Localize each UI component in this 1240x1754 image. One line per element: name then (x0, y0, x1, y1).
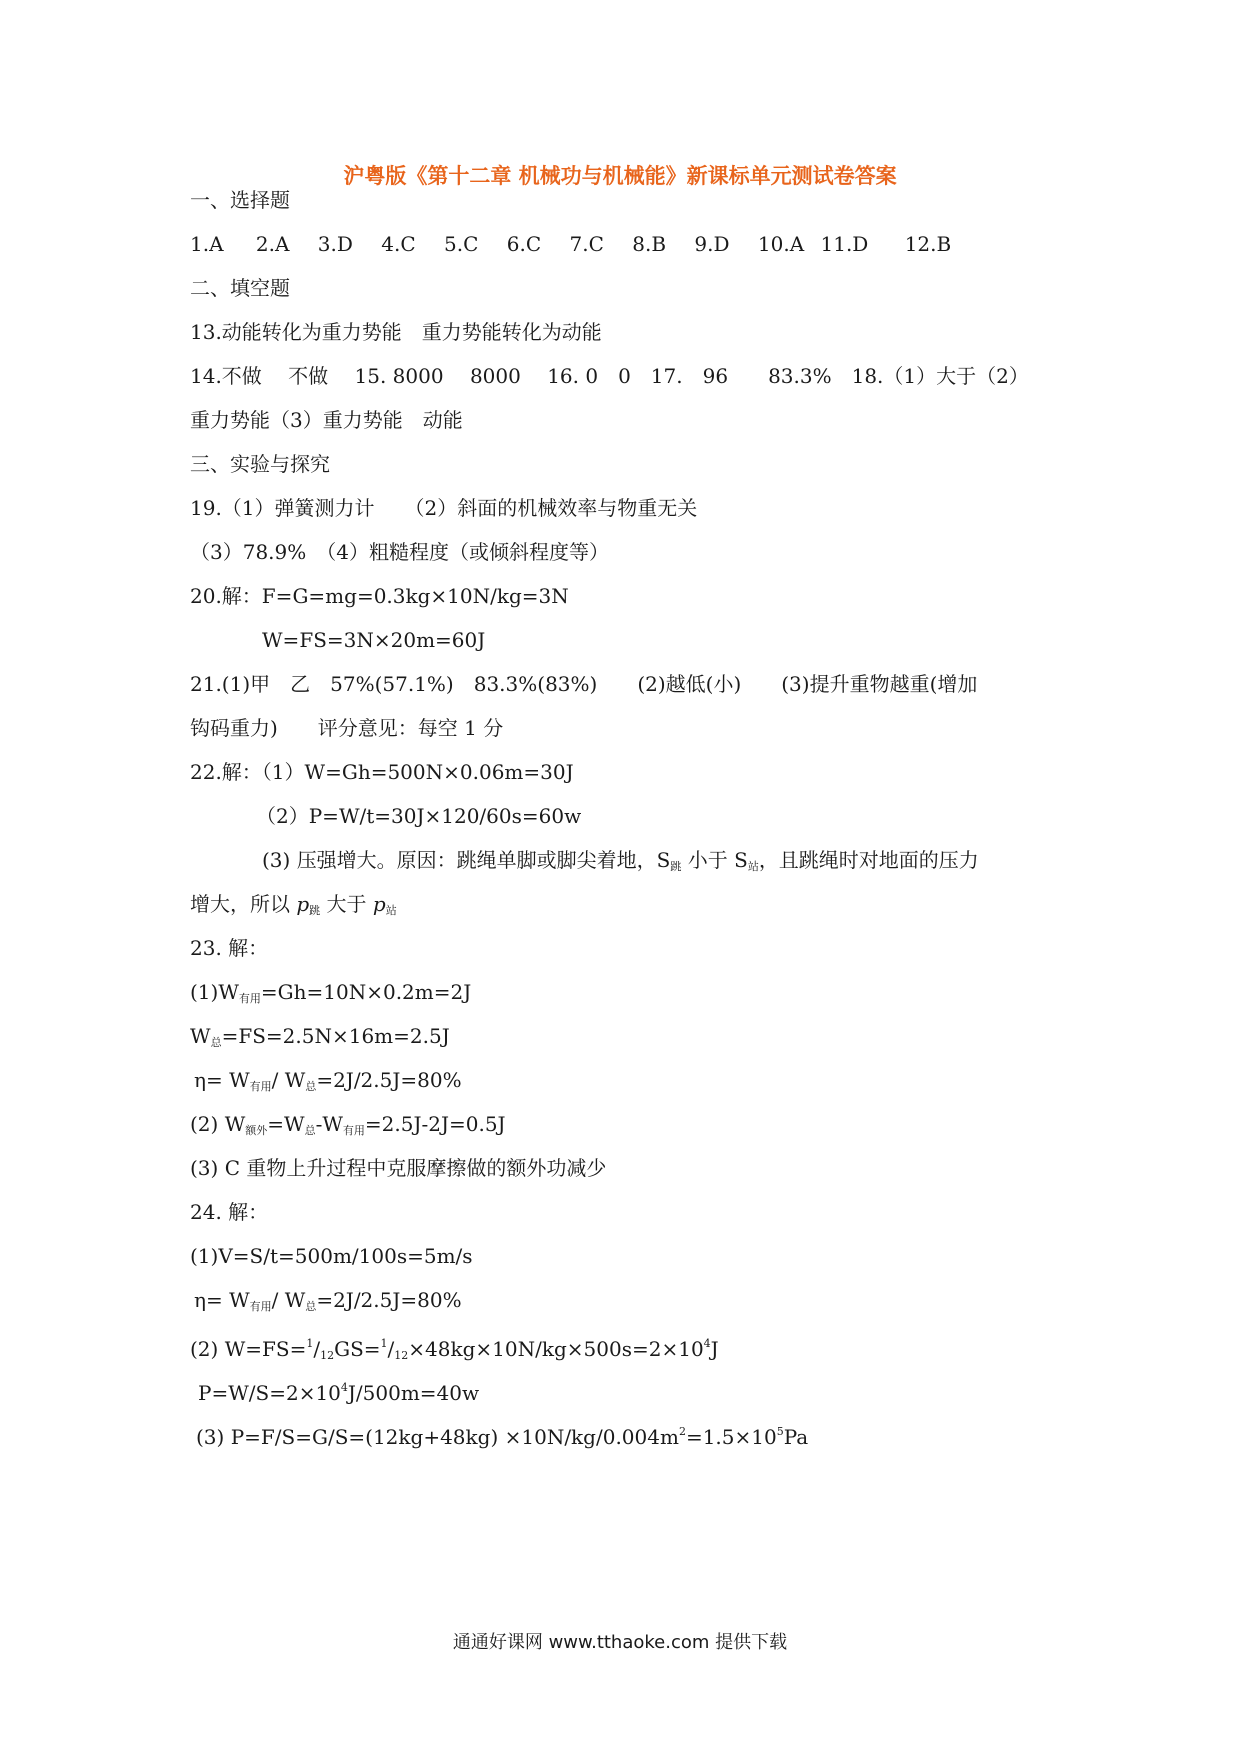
answer-q24-line1: (1)V=S/t=500m/100s=5m/s (190, 1244, 473, 1268)
answer-q21-line1: 21.(1)甲 乙 57%(57.1%) 83.3%(83%) (2)越低(小) (3)提升重物越重(增加 (190, 672, 978, 696)
text-run: / (387, 1337, 395, 1361)
text-run: 大于 (320, 892, 373, 916)
text-run: J/500m=40w (347, 1381, 480, 1405)
text-run: =2J/2.5J=80% (316, 1068, 462, 1092)
subscript: 总 (305, 1300, 317, 1313)
text-run: Pa (783, 1425, 809, 1449)
choice-answer: 6.C (506, 232, 542, 256)
section-heading-experiment: 三、实验与探究 (190, 452, 330, 476)
text-run: ，且跳绳时对地面的压力 (758, 848, 979, 872)
choice-answer: 1.A (190, 232, 224, 256)
footer-source: 通通好课网 www.tthaoke.com 提供下载 (452, 1632, 788, 1653)
section-heading-choice: 一、选择题 (190, 188, 290, 212)
answer-q19-line1: 19.（1）弹簧测力计 （2）斜面的机械效率与物重无关 (190, 496, 698, 520)
text-run: P=W/S=2×10 (198, 1381, 341, 1405)
text-run: =2J/2.5J=80% (316, 1288, 462, 1312)
choice-answer: 10.A (757, 232, 805, 256)
subscript: 总 (210, 1036, 222, 1049)
subscript: 站 (747, 860, 759, 873)
superscript: 1 (306, 1337, 314, 1350)
subscript: 跳 (670, 860, 682, 873)
variable: p (296, 892, 310, 916)
answer-q22-line4 (190, 890, 1070, 925)
superscript: 4 (703, 1337, 711, 1350)
answer-q23-line2 (190, 1022, 1070, 1057)
answer-q14-18: 14.不做 不做 15. 8000 8000 16. 0 0 17. 96 83.3% 18.（1）大于（2） (190, 364, 1029, 388)
text-run: W (190, 1024, 211, 1048)
text-run: =2.5J-2J=0.5J (364, 1112, 506, 1136)
answer-q23-line1 (190, 978, 1070, 1013)
answer-q22-line1: 22.解：（1）W=Gh=500N×0.06m=30J (190, 760, 574, 784)
document-title: 沪粤版《第十二章 机械功与机械能》新课标单元测试卷答案 (343, 164, 897, 188)
answer-q18-cont: 重力势能（3）重力势能 动能 (190, 408, 463, 432)
text-run: / W (271, 1068, 306, 1092)
text-run: (2) W=FS= (190, 1337, 307, 1361)
text-run: J (710, 1337, 719, 1361)
answer-q24-heading: 24. 解： (190, 1200, 269, 1224)
answer-q20-line2: W=FS=3N×20m=60J (262, 628, 486, 652)
text-run: =W (267, 1112, 305, 1136)
text-run: η= W (194, 1288, 250, 1312)
variable: p (372, 892, 386, 916)
text-run: / W (271, 1288, 306, 1312)
answer-q24-line5 (196, 1418, 1076, 1451)
answer-q23-line3 (194, 1066, 1074, 1101)
superscript: 2 (678, 1425, 686, 1438)
answer-q22-line3 (262, 846, 1142, 881)
text-run: GS= (334, 1337, 381, 1361)
choice-answer: 7.C (569, 232, 604, 256)
subscript: 有用 (342, 1124, 365, 1137)
answer-q24-line3 (190, 1330, 1070, 1370)
subscript: 12 (394, 1349, 409, 1362)
choice-answers-row (190, 230, 1070, 258)
answer-q21-line2: 钩码重力) 评分意见：每空 1 分 (190, 716, 504, 740)
choice-answer: 9.D (694, 232, 730, 256)
text-run: =1.5×10 (685, 1425, 777, 1449)
answer-q23-line4 (190, 1110, 1070, 1145)
answer-q22-line2: （2）P=W/t=30J×120/60s=60w (256, 804, 582, 828)
answer-q13: 13.动能转化为重力势能 重力势能转化为动能 (190, 320, 602, 344)
answer-q24-line2 (194, 1286, 1074, 1321)
text-run: ×48kg×10N/kg×500s=2×10 (408, 1337, 704, 1361)
answer-q23-heading: 23. 解： (190, 936, 269, 960)
answer-q23-line5: (3) C 重物上升过程中克服摩擦做的额外功减少 (190, 1156, 607, 1180)
text-run: =Gh=10N×0.2m=2J (260, 980, 472, 1004)
section-heading-fill: 二、填空题 (190, 276, 290, 300)
subscript: 总 (304, 1124, 316, 1137)
choice-answer: 8.B (632, 232, 667, 256)
text-run: (2) W (190, 1112, 246, 1136)
choice-answer: 12.B (904, 232, 952, 256)
answer-q20-line1: 20.解：F=G=mg=0.3kg×10N/kg=3N (190, 584, 569, 608)
text-run: (3) 压强增大。原因：跳绳单脚或脚尖着地，S (262, 848, 671, 872)
text-run: 小于 S (681, 848, 748, 872)
choice-answer: 3.D (317, 232, 353, 256)
subscript: 有用 (238, 992, 261, 1005)
text-run: η= W (194, 1068, 250, 1092)
text-run: (1)W (190, 980, 239, 1004)
text-run: 增大，所以 (190, 892, 297, 916)
subscript: 有用 (249, 1300, 272, 1313)
answer-q24-line4 (198, 1374, 1078, 1407)
superscript: 5 (776, 1425, 784, 1438)
choice-answer: 4.C (381, 232, 416, 256)
subscript: 12 (320, 1349, 335, 1362)
text-run: =FS=2.5N×16m=2.5J (221, 1024, 450, 1048)
choice-answer: 2.A (255, 232, 290, 256)
subscript: 总 (305, 1080, 317, 1093)
superscript: 4 (340, 1381, 348, 1394)
answer-q19-line2: （3）78.9% （4）粗糙程度（或倾斜程度等） (190, 540, 609, 564)
subscript: 有用 (249, 1080, 272, 1093)
subscript: 额外 (245, 1124, 268, 1137)
text-run: (3) P=F/S=G/S=(12kg+48kg) ×10N/kg/0.004m (196, 1425, 679, 1449)
superscript: 1 (380, 1337, 388, 1350)
subscript: 站 (385, 904, 397, 917)
choice-answer: 11.D (820, 232, 869, 256)
subscript: 跳 (309, 904, 321, 917)
choice-answer: 5.C (444, 232, 479, 256)
text-run: / (313, 1337, 321, 1361)
text-run: -W (315, 1112, 343, 1136)
